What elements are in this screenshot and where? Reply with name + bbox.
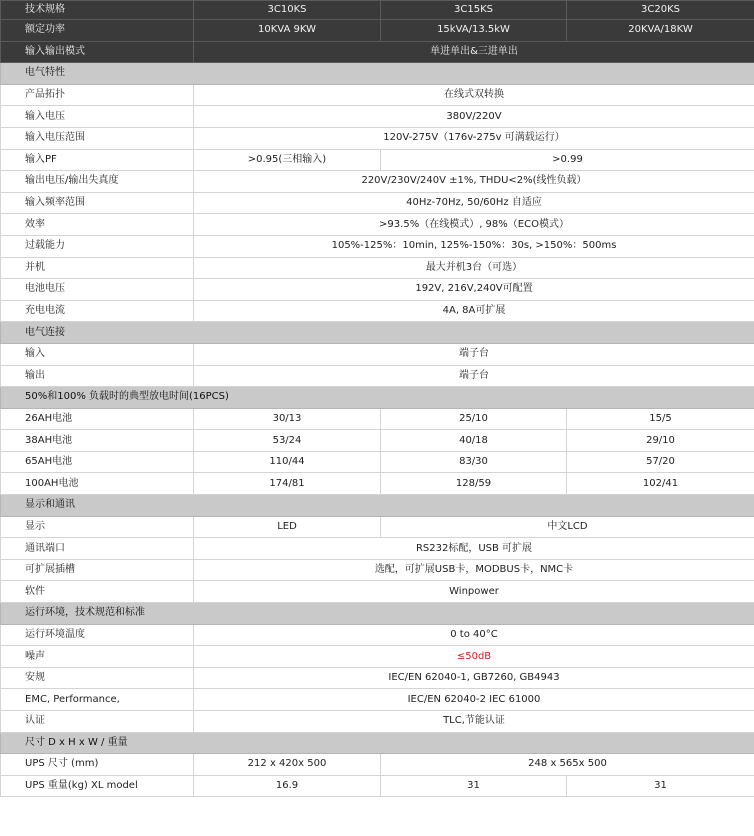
section-header — [1, 387, 754, 409]
row-value: 380V/220V — [194, 106, 754, 128]
row-label: 可扩展插槽 — [1, 559, 194, 581]
row-label: 产品拓扑 — [1, 84, 194, 106]
row-label: 安规 — [1, 667, 194, 689]
row-value: >0.99 — [381, 149, 754, 171]
row-label: 充电电流 — [1, 300, 194, 322]
row-value: 31 — [567, 775, 754, 797]
row-value: 10KVA 9KW — [194, 20, 381, 42]
table-row — [1, 559, 754, 581]
row-value: 120V-275V（176v-275v 可满载运行） — [194, 127, 754, 149]
row-label: 输出 — [1, 365, 194, 387]
table-row — [1, 754, 754, 776]
row-label: 输入PF — [1, 149, 194, 171]
row-value: 40/18 — [381, 430, 567, 452]
table-row — [1, 343, 754, 365]
row-value: >93.5%（在线模式）, 98%（ECO模式） — [194, 214, 754, 236]
section-header — [1, 63, 754, 85]
row-value: 220V/230V/240V ±1%, THDU<2%(线性负载） — [194, 171, 754, 193]
row-label: 38AH电池 — [1, 430, 194, 452]
row-label: 100AH电池 — [1, 473, 194, 495]
row-label: EMC, Performance, — [1, 689, 194, 711]
table-row — [1, 214, 754, 236]
header-row — [1, 20, 754, 42]
table-row — [1, 538, 754, 560]
row-value: 3C15KS — [381, 1, 567, 20]
row-label: 输入频率范围 — [1, 192, 194, 214]
table-row — [1, 451, 754, 473]
page-bottom-margin — [0, 800, 754, 836]
row-label: 软件 — [1, 581, 194, 603]
row-value: 16.9 — [194, 775, 381, 797]
table-row — [1, 106, 754, 128]
section-header — [1, 322, 754, 344]
table-row — [1, 646, 754, 668]
section-title: 电气连接 — [1, 322, 754, 344]
row-value: TLC,节能认证 — [194, 711, 754, 733]
section-header — [1, 495, 754, 517]
table-row — [1, 430, 754, 452]
table-row — [1, 473, 754, 495]
row-value: RS232标配，USB 可扩展 — [194, 538, 754, 560]
row-value: 40Hz-70Hz, 50/60Hz 自适应 — [194, 192, 754, 214]
row-value: 3C10KS — [194, 1, 381, 20]
row-value: 选配，可扩展USB卡，MODBUS卡，NMC卡 — [194, 559, 754, 581]
table-row — [1, 279, 754, 301]
row-value: 0 to 40°C — [194, 624, 754, 646]
row-label: 显示 — [1, 516, 194, 538]
table-row — [1, 171, 754, 193]
row-label: 额定功率 — [1, 20, 194, 42]
row-label: UPS 重量(kg) XL model — [1, 775, 194, 797]
row-value: 在线式双转换 — [194, 84, 754, 106]
section-title: 电气特性 — [1, 63, 754, 85]
row-value: 30/13 — [194, 408, 381, 430]
row-value: 105%-125%：10min, 125%-150%：30s, >150%：500ms — [194, 235, 754, 257]
row-value: LED — [194, 516, 381, 538]
row-value: 248 x 565x 500 — [381, 754, 754, 776]
row-value: 15/5 — [567, 408, 754, 430]
table-row — [1, 516, 754, 538]
table-row — [1, 84, 754, 106]
row-value: 端子台 — [194, 365, 754, 387]
row-value: 53/24 — [194, 430, 381, 452]
row-value: 29/10 — [567, 430, 754, 452]
row-value: 192V, 216V,240V可配置 — [194, 279, 754, 301]
row-value: 83/30 — [381, 451, 567, 473]
row-label: 输入电压 — [1, 106, 194, 128]
row-label: 通讯端口 — [1, 538, 194, 560]
row-value: 57/20 — [567, 451, 754, 473]
section-title: 尺寸 D x H x W / 重量 — [1, 732, 754, 754]
table-row — [1, 127, 754, 149]
table-row — [1, 775, 754, 797]
table-row — [1, 365, 754, 387]
row-value: 31 — [381, 775, 567, 797]
row-value: 单进单出&三进单出 — [194, 41, 754, 63]
row-label: 运行环境温度 — [1, 624, 194, 646]
table-row — [1, 667, 754, 689]
row-label: 65AH电池 — [1, 451, 194, 473]
row-value: 20KVA/18KW — [567, 20, 754, 42]
table-row — [1, 581, 754, 603]
table-row — [1, 192, 754, 214]
row-value: IEC/EN 62040-1, GB7260, GB4943 — [194, 667, 754, 689]
row-value: 110/44 — [194, 451, 381, 473]
row-label: 技术规格 — [1, 1, 194, 20]
row-value: 15kVA/13.5kW — [381, 20, 567, 42]
header-row — [1, 41, 754, 63]
table-row — [1, 689, 754, 711]
row-value: IEC/EN 62040-2 IEC 61000 — [194, 689, 754, 711]
row-value: 中文LCD — [381, 516, 754, 538]
row-value: 174/81 — [194, 473, 381, 495]
row-label: 输出电压/输出失真度 — [1, 171, 194, 193]
row-label: 电池电压 — [1, 279, 194, 301]
section-title: 50%和100% 负载时的典型放电时间(16PCS) — [1, 387, 754, 409]
section-header — [1, 603, 754, 625]
table-row — [1, 711, 754, 733]
section-title: 运行环境，技术规范和标准 — [1, 603, 754, 625]
section-title: 显示和通讯 — [1, 495, 754, 517]
header-row — [1, 1, 754, 20]
row-value: 212 x 420x 500 — [194, 754, 381, 776]
row-label: 噪声 — [1, 646, 194, 668]
row-label: 输入电压范围 — [1, 127, 194, 149]
row-value: 最大并机3台（可选） — [194, 257, 754, 279]
row-label: 并机 — [1, 257, 194, 279]
row-label: 效率 — [1, 214, 194, 236]
row-value: 4A, 8A可扩展 — [194, 300, 754, 322]
table-row — [1, 257, 754, 279]
row-label: 输入输出模式 — [1, 41, 194, 63]
table-row — [1, 300, 754, 322]
row-label: 过载能力 — [1, 235, 194, 257]
row-value: >0.95(三相输入) — [194, 149, 381, 171]
table-row — [1, 149, 754, 171]
table-row — [1, 408, 754, 430]
row-value: 端子台 — [194, 343, 754, 365]
row-value: ≤50dB — [194, 646, 754, 668]
table-row — [1, 235, 754, 257]
row-label: UPS 尺寸 (mm) — [1, 754, 194, 776]
row-value: 102/41 — [567, 473, 754, 495]
row-label: 26AH电池 — [1, 408, 194, 430]
row-label: 认证 — [1, 711, 194, 733]
table-row — [1, 624, 754, 646]
row-value: 3C20KS — [567, 1, 754, 20]
row-value: 128/59 — [381, 473, 567, 495]
row-label: 输入 — [1, 343, 194, 365]
section-header — [1, 732, 754, 754]
row-value: 25/10 — [381, 408, 567, 430]
row-value: Winpower — [194, 581, 754, 603]
